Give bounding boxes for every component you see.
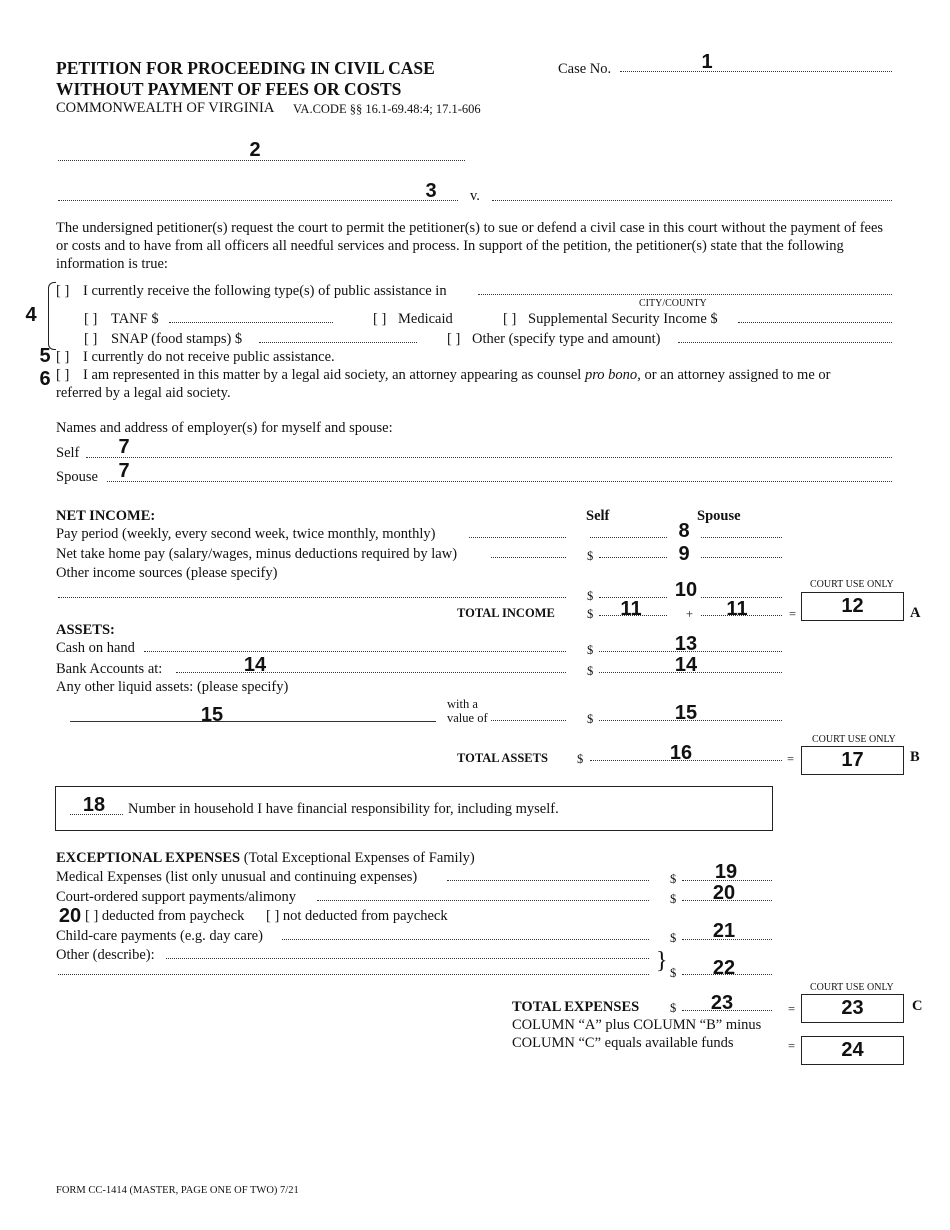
- defendant-field[interactable]: [492, 200, 892, 201]
- other-liquid-dollar: $: [587, 712, 594, 726]
- total-income-court-box[interactable]: 12: [801, 592, 904, 621]
- marker-6: 6: [39, 368, 51, 390]
- marker-20-amount: 20: [712, 882, 736, 904]
- medical-dollar: $: [670, 872, 677, 886]
- other-liquid-assets-field[interactable]: [70, 721, 436, 722]
- marker-20-checkbox: 20: [58, 905, 82, 927]
- checkbox-tanf[interactable]: [ ]: [84, 311, 98, 327]
- tanf-label: TANF $: [111, 311, 159, 327]
- other-assistance-field[interactable]: [678, 342, 892, 343]
- marker-18: 18: [82, 794, 106, 816]
- cash-self-dollar: $: [587, 643, 594, 657]
- checkbox-deducted-from-paycheck[interactable]: [ ] deducted from paycheck: [85, 908, 245, 924]
- form-title-line2: WITHOUT PAYMENT OF FEES OR COSTS: [56, 79, 402, 99]
- with-a-label: with a: [447, 697, 478, 711]
- other-income-label: Other income sources (please specify): [56, 565, 278, 581]
- column-a-label: A: [910, 605, 921, 621]
- marker-14-bank-name: 14: [243, 654, 267, 676]
- cash-on-hand-label: Cash on hand: [56, 640, 135, 656]
- pay-period-self-field[interactable]: [590, 537, 667, 538]
- marker-22: 22: [712, 957, 736, 979]
- other-income-self-dollar: $: [587, 589, 594, 603]
- marker-16: 16: [669, 742, 693, 764]
- checkbox-legal-aid[interactable]: [ ]: [56, 367, 70, 383]
- total-income-equals: =: [789, 607, 797, 621]
- column-self-heading: Self: [586, 508, 610, 524]
- court-use-only-b-caption: COURT USE ONLY: [812, 734, 896, 745]
- marker-5: 5: [39, 345, 51, 367]
- employer-spouse-label: Spouse: [56, 469, 98, 485]
- take-home-spouse-field[interactable]: [701, 557, 782, 558]
- childcare-label: Child-care payments (e.g. day care): [56, 928, 263, 944]
- checkbox-receive-assistance[interactable]: [ ]: [56, 283, 70, 299]
- marker-1: 1: [701, 51, 713, 73]
- other-assistance-label: Other (specify type and amount): [472, 331, 661, 347]
- court-use-only-c-caption: COURT USE ONLY: [810, 982, 894, 993]
- checkbox-ssi[interactable]: [ ]: [503, 311, 517, 327]
- take-home-self-dollar: $: [587, 549, 594, 563]
- marker-7-spouse: 7: [118, 460, 130, 482]
- marker-15-amount: 15: [674, 702, 698, 724]
- city-county-caption: CITY/COUNTY: [639, 298, 707, 309]
- childcare-leader: [282, 939, 649, 940]
- other-expenses-brace: }: [656, 948, 668, 974]
- marker-10: 10: [674, 579, 698, 601]
- court-use-only-a-caption: COURT USE ONLY: [810, 579, 894, 590]
- marker-9: 9: [678, 543, 690, 565]
- snap-label: SNAP (food stamps) $: [111, 331, 243, 347]
- bank-accounts-label: Bank Accounts at:: [56, 661, 163, 677]
- form-footer: FORM CC-1414 (MASTER, PAGE ONE OF TWO) 7/21: [56, 1185, 299, 1196]
- value-of-leader: [491, 720, 566, 721]
- pay-period-label: Pay period (weekly, every second week, twice monthly, monthly): [56, 526, 436, 542]
- total-expenses-dollar: $: [670, 1001, 677, 1015]
- value-of-label: value of: [447, 711, 488, 725]
- versus-label: v.: [470, 188, 480, 204]
- total-income-label: TOTAL INCOME: [457, 606, 555, 620]
- take-home-label: Net take home pay (salary/wages, minus deductions required by law): [56, 546, 458, 562]
- form-title-line1: PETITION FOR PROCEEDING IN CIVIL CASE: [56, 58, 435, 78]
- jurisdiction: COMMONWEALTH OF VIRGINIA: [56, 100, 275, 116]
- employers-heading: Names and address of employer(s) for myself and spouse:: [56, 420, 393, 436]
- formula-line-1: COLUMN “A” plus COLUMN “B” minus: [512, 1017, 762, 1033]
- medicaid-label: Medicaid: [398, 311, 453, 327]
- marker-13: 13: [674, 633, 698, 655]
- pay-period-leader: [469, 537, 566, 538]
- medical-expenses-leader: [447, 880, 649, 881]
- other-expenses-label: Other (describe):: [56, 947, 155, 963]
- column-spouse-heading: Spouse: [697, 508, 741, 524]
- total-income-self-dollar: $: [587, 607, 594, 621]
- other-expenses-description-2[interactable]: [58, 974, 649, 975]
- column-c-label: C: [912, 998, 923, 1014]
- total-expenses-court-box[interactable]: 23: [801, 994, 904, 1023]
- household-label: Number in household I have financial responsibility for, including myself.: [128, 801, 559, 817]
- checkbox-other-assistance[interactable]: [ ]: [447, 331, 461, 347]
- other-expenses-dollar: $: [670, 966, 677, 980]
- legal-aid-label-cont: referred by a legal aid society.: [56, 385, 231, 401]
- employer-self-field[interactable]: [86, 457, 892, 458]
- case-no-field[interactable]: [620, 71, 892, 72]
- marker-8: 8: [678, 520, 690, 542]
- total-assets-equals: =: [787, 752, 795, 766]
- support-payments-label: Court-ordered support payments/alimony: [56, 889, 297, 905]
- employer-self-label: Self: [56, 445, 80, 461]
- receive-assistance-label: I currently receive the following type(s) of public assistance in: [83, 283, 447, 299]
- checkbox-snap[interactable]: [ ]: [84, 331, 98, 347]
- support-payments-leader: [317, 900, 649, 901]
- marker-3: 3: [425, 180, 437, 202]
- marker-21: 21: [712, 920, 736, 942]
- checkbox-medicaid[interactable]: [ ]: [373, 311, 387, 327]
- total-assets-dollar: $: [577, 752, 584, 766]
- assets-heading: ASSETS:: [56, 622, 115, 638]
- marker-11-self: 11: [620, 598, 642, 620]
- marker-4: 4: [25, 304, 37, 326]
- other-liquid-assets-label: Any other liquid assets: (please specify): [56, 679, 289, 695]
- formula-line-2: COLUMN “C” equals available funds: [512, 1035, 734, 1051]
- marker-23-amount: 23: [710, 992, 734, 1014]
- available-funds-box[interactable]: 24: [801, 1036, 904, 1065]
- other-income-description-field[interactable]: [58, 597, 566, 598]
- childcare-dollar: $: [670, 931, 677, 945]
- intro-paragraph: The undersigned petitioner(s) request the court to permit the petitioner(s) to sue or defend a civil case in this court without the payment of fees or costs and to have from all officers all needful services and process. In support of the petition, the petitioner(s) state that the following information is true:: [56, 220, 884, 272]
- expenses-heading: EXCEPTIONAL EXPENSES (Total Exceptional Expenses of Family): [56, 850, 475, 866]
- marker-15-description: 15: [200, 704, 224, 726]
- checkbox-not-deducted-from-paycheck[interactable]: [ ] not deducted from paycheck: [266, 908, 448, 924]
- other-expenses-description-1[interactable]: [166, 958, 649, 959]
- total-income-plus: +: [686, 607, 694, 621]
- ssi-label: Supplemental Security Income $: [528, 311, 718, 327]
- party-field[interactable]: [58, 200, 458, 201]
- checkbox-no-assistance[interactable]: [ ]: [56, 349, 70, 365]
- no-assistance-label: I currently do not receive public assistance.: [83, 349, 335, 365]
- bank-self-dollar: $: [587, 664, 594, 678]
- total-expenses-equals: =: [788, 1002, 796, 1016]
- tanf-amount-field[interactable]: [169, 322, 333, 323]
- total-assets-label: TOTAL ASSETS: [457, 751, 548, 765]
- code-reference: VA.CODE §§ 16.1-69.48:4; 17.1-606: [293, 102, 481, 116]
- case-no-label: Case No.: [558, 61, 612, 77]
- support-dollar: $: [670, 892, 677, 906]
- take-home-self-field[interactable]: [599, 557, 667, 558]
- legal-aid-label: I am represented in this matter by a legal aid society, an attorney appearing as counsel pro bono, or an attorney assigned to me or: [83, 367, 831, 383]
- snap-amount-field[interactable]: [259, 342, 417, 343]
- column-b-label: B: [910, 749, 920, 765]
- marker-7-self: 7: [118, 436, 130, 458]
- marker-19: 19: [714, 861, 738, 883]
- ssi-amount-field[interactable]: [738, 322, 892, 323]
- marker-11-spouse: 11: [726, 598, 748, 620]
- marker-14-amount: 14: [674, 654, 698, 676]
- marker-2: 2: [249, 139, 261, 161]
- net-income-heading: NET INCOME:: [56, 508, 156, 524]
- take-home-leader: [491, 557, 566, 558]
- available-funds-equals: =: [788, 1039, 796, 1053]
- total-expenses-label: TOTAL EXPENSES: [512, 999, 640, 1015]
- total-assets-court-box[interactable]: 17: [801, 746, 904, 775]
- cash-on-hand-leader: [144, 651, 566, 652]
- city-county-field[interactable]: [478, 294, 892, 295]
- pay-period-spouse-field[interactable]: [701, 537, 782, 538]
- medical-expenses-label: Medical Expenses (list only unusual and continuing expenses): [56, 869, 418, 885]
- employer-spouse-field[interactable]: [107, 481, 892, 482]
